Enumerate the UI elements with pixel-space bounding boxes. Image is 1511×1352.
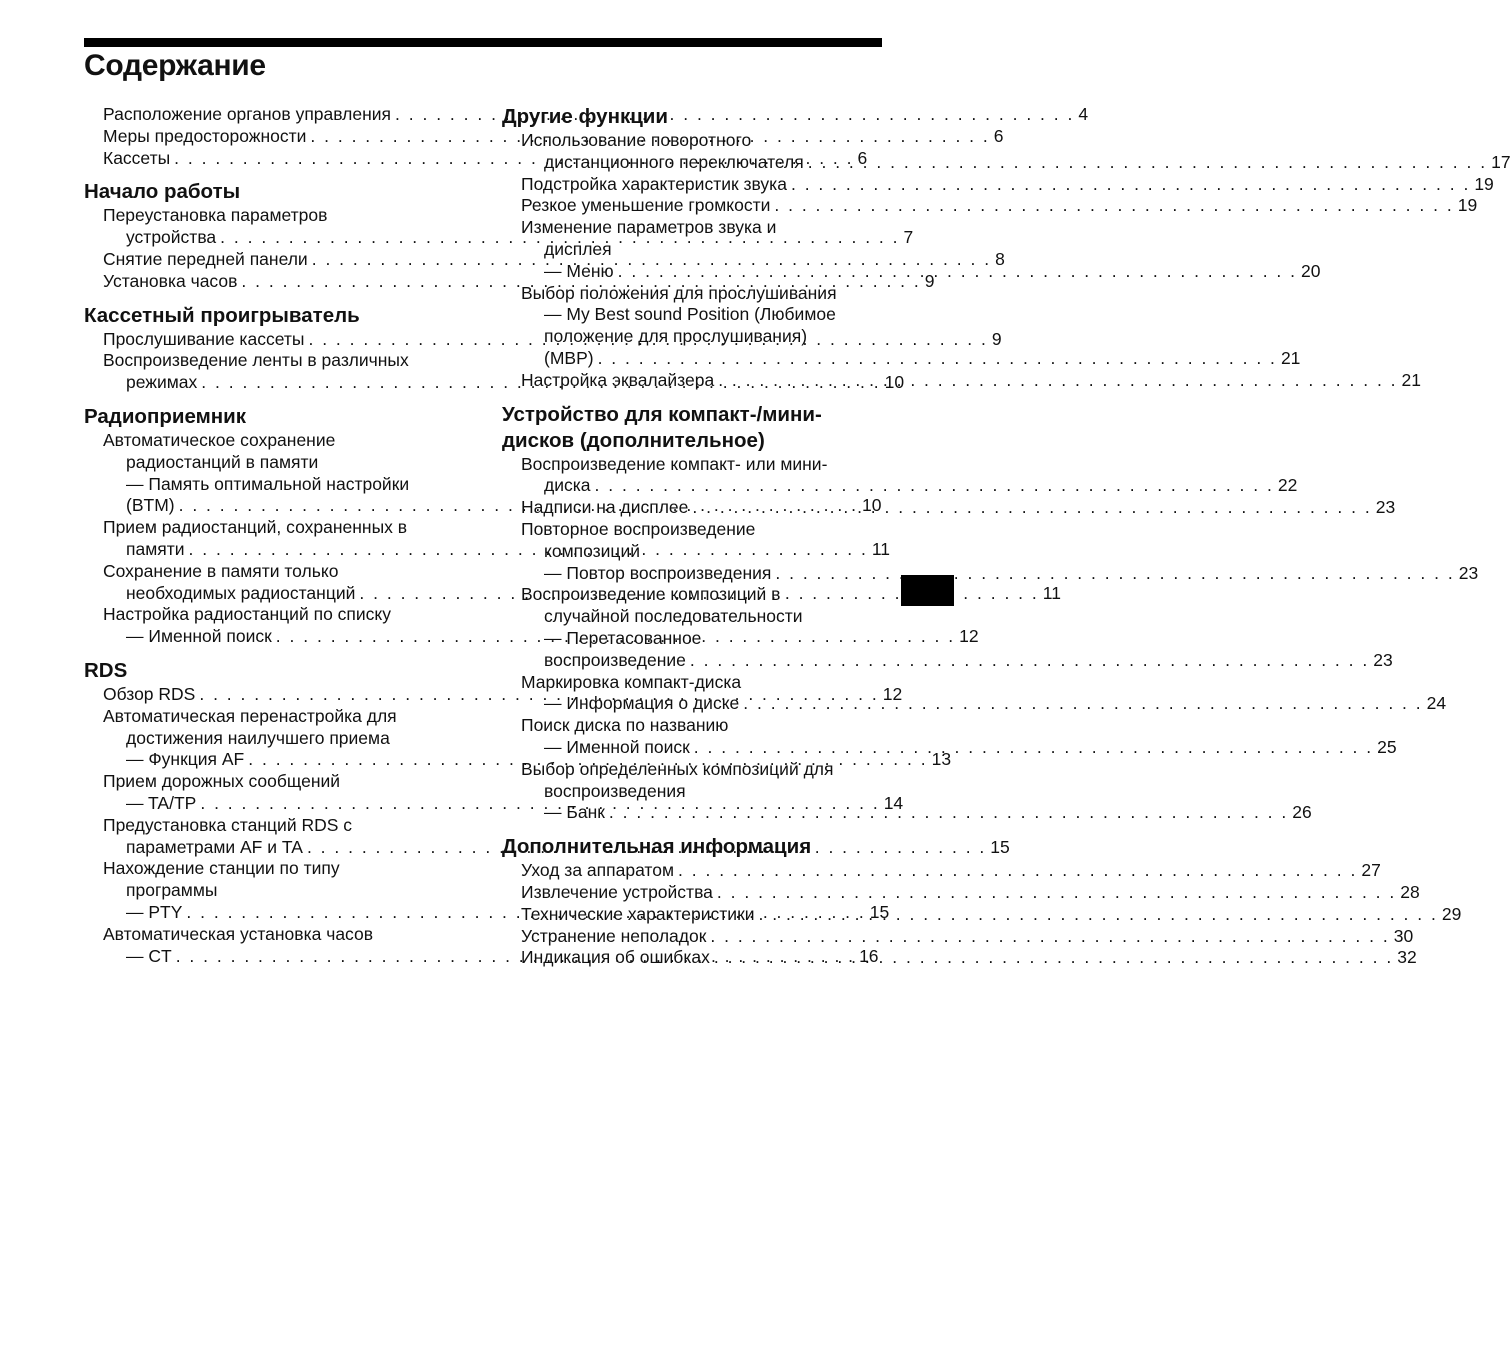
toc-entry[interactable] xyxy=(502,173,1494,196)
entry-title: — Именной поиск xyxy=(126,626,272,647)
entry-title: Автоматическая установка часов xyxy=(103,923,374,944)
toc-entry[interactable] xyxy=(502,715,1397,759)
entry-title: Обзор RDS xyxy=(103,683,196,704)
entry-title: Индикация об ошибках xyxy=(521,947,710,968)
toc-entry[interactable] xyxy=(502,947,1417,969)
dot-leader xyxy=(718,370,1397,393)
toc-entry[interactable] xyxy=(502,453,1298,498)
page-number: 13 xyxy=(931,749,952,770)
entry-title: дистанционного переключателя xyxy=(544,151,804,172)
section-heading: Дополнительная информация xyxy=(502,835,812,859)
page-number: 23 xyxy=(1458,562,1479,583)
entry-title: случайной последовательности xyxy=(544,606,803,627)
page-number: 20 xyxy=(1301,260,1321,281)
section-heading: Начало работы xyxy=(84,180,241,204)
dot-leader xyxy=(598,348,1277,368)
page-number: 12 xyxy=(882,683,903,704)
page-number: 30 xyxy=(1393,925,1414,946)
page-number: 21 xyxy=(1280,347,1301,368)
toc-entry[interactable] xyxy=(502,860,1381,882)
entry-title: Изменение параметров звука и xyxy=(521,217,777,238)
toc-entry[interactable] xyxy=(502,282,1301,370)
entry-title: Установка часов xyxy=(103,270,238,291)
dot-leader xyxy=(714,947,1393,967)
entry-title: — Информация о диске xyxy=(544,693,740,714)
page-number: 23 xyxy=(1375,497,1396,518)
page-number: 11 xyxy=(1042,582,1061,603)
page-number: 12 xyxy=(959,626,979,647)
toc-entry[interactable] xyxy=(502,518,1479,584)
entry-title: Поиск диска по названию xyxy=(521,715,729,736)
section-heading: Радиоприемник xyxy=(84,404,246,428)
entry-title: Автоматическая перенастройка для xyxy=(103,705,397,726)
entry-title: Воспроизведение ленты в различных xyxy=(103,350,409,371)
entry-title: воспроизведение xyxy=(544,649,686,670)
entry-title: Переустановка параметров xyxy=(103,205,328,226)
top-rule xyxy=(84,38,882,47)
page-number: 23 xyxy=(1373,649,1393,670)
dot-leader xyxy=(775,563,1454,583)
entry-title: достижения наилучшего приема xyxy=(126,727,390,748)
dot-leader xyxy=(710,926,1389,946)
page-number: 10 xyxy=(884,372,905,393)
entry-title: Выбор определенных композиций для xyxy=(521,758,834,779)
toc-entry[interactable] xyxy=(502,925,1414,948)
entry-title: Предустановка станций RDS с xyxy=(103,814,353,835)
entry-title: — Память оптимальной настройки xyxy=(126,473,410,494)
dot-leader xyxy=(678,860,1357,880)
entry-title: Повторное воспроизведение xyxy=(521,518,756,539)
entry-title: Надписи на дисплее xyxy=(521,497,689,518)
entry-title: Воспроизведение композиций в xyxy=(521,584,781,605)
page-number: 19 xyxy=(1474,173,1494,194)
entry-title: (BTM) xyxy=(126,495,175,516)
entry-title: Резкое уменьшение громкости xyxy=(521,195,771,216)
entry-title: Подстройка характеристик звука xyxy=(521,173,787,194)
entry-title: (MBP) xyxy=(544,347,594,368)
page-number: 15 xyxy=(869,901,890,922)
entry-title: — Перетасованное xyxy=(544,627,702,648)
entry-title: Прием дорожных сообщений xyxy=(103,771,341,792)
page-number: 15 xyxy=(990,836,1010,857)
entry-title: Уход за аппаратом xyxy=(521,860,675,881)
page-number: 28 xyxy=(1400,881,1420,902)
entry-title: Автоматическое сохранение xyxy=(103,429,336,450)
page-number: 6 xyxy=(993,125,1004,146)
entry-title: режимах xyxy=(126,372,198,393)
section-heading: RDS xyxy=(84,658,128,682)
page-number: 25 xyxy=(1377,736,1397,757)
dot-leader xyxy=(743,693,1422,713)
page-number: 16 xyxy=(859,945,879,966)
entry-title: программы xyxy=(126,880,218,901)
entry-title: — Именной поиск xyxy=(544,736,690,757)
entry-title: — TA/TP xyxy=(126,792,197,813)
entry-title: устройства xyxy=(126,227,217,248)
entry-title: — Повтор воспроизведения xyxy=(544,562,772,583)
entry-title: радиостанций в памяти xyxy=(126,451,319,472)
entry-title: параметрами AF и TA xyxy=(126,836,303,857)
dot-leader xyxy=(717,882,1396,902)
entry-title: — CT xyxy=(126,945,172,966)
page-number: 8 xyxy=(995,248,1005,269)
entry-title: Выбор положения для прослушивания xyxy=(521,282,837,303)
entry-title: — Меню xyxy=(544,260,614,281)
entry-title: — PTY xyxy=(126,901,183,922)
dot-leader xyxy=(774,195,1453,215)
entry-title: Нахождение станции по типу xyxy=(103,858,340,879)
page-number: 24 xyxy=(1426,693,1447,714)
page-number: 32 xyxy=(1397,947,1417,968)
entry-title: Меры предосторожности xyxy=(103,125,307,146)
page-number: 9 xyxy=(924,270,935,291)
entry-title: Воспроизведение компакт- или мини- xyxy=(521,453,828,474)
page-number: 6 xyxy=(857,147,868,168)
entry-title: диска xyxy=(544,475,591,496)
page-number: 10 xyxy=(861,495,882,516)
toc-entry[interactable] xyxy=(502,195,1478,217)
page-number: 26 xyxy=(1292,802,1312,823)
page-number: 27 xyxy=(1361,860,1381,881)
page-number: 22 xyxy=(1277,475,1298,496)
entry-title: — Функция AF xyxy=(126,749,245,770)
dot-leader xyxy=(808,152,1487,172)
dot-leader xyxy=(618,261,1297,281)
entry-title: Извлечение устройства xyxy=(521,881,713,902)
entry-title: — Банк xyxy=(544,802,605,823)
page-number: 9 xyxy=(991,328,1002,349)
entry-title: необходимых радиостанций xyxy=(126,582,356,603)
page-title: Содержание xyxy=(84,49,266,82)
entry-title: Использование поворотного xyxy=(521,130,752,150)
toc-entry[interactable] xyxy=(502,903,1462,926)
entry-title: Прослушивание кассеты xyxy=(103,328,305,349)
toc-entry[interactable] xyxy=(502,497,1396,519)
dot-leader xyxy=(690,650,1369,670)
entry-title: — My Best sound Position (Любимое xyxy=(544,304,836,325)
entry-title: Прием радиостанций, сохраненных в xyxy=(103,517,408,538)
dot-leader xyxy=(694,737,1373,757)
entry-title: дисплея xyxy=(544,238,612,259)
entry-title: Сохранение в памяти только xyxy=(103,560,339,581)
entry-title: Кассеты xyxy=(103,147,171,168)
entry-title: Снятие передней панели xyxy=(103,248,308,269)
page-number: 19 xyxy=(1457,195,1478,216)
page-number: 7 xyxy=(903,227,914,248)
page-number: 11 xyxy=(871,538,891,559)
toc-entry[interactable] xyxy=(502,130,1511,174)
entry-title: воспроизведения xyxy=(544,780,686,801)
entry-title: композиций xyxy=(544,540,641,561)
page-number: 14 xyxy=(883,792,904,813)
toc-entry[interactable] xyxy=(502,217,1321,282)
section-tab-marker xyxy=(901,575,954,606)
section-heading: Другие функции xyxy=(502,105,669,128)
page-number: 29 xyxy=(1441,903,1462,924)
page-number: 17 xyxy=(1491,151,1511,172)
section-heading: Устройство для компакт-/мини-дисков (дополнительное) xyxy=(502,402,822,452)
dot-leader xyxy=(692,497,1371,517)
dot-leader xyxy=(759,901,1438,924)
dot-leader xyxy=(609,802,1288,822)
entry-title: Расположение органов управления xyxy=(103,104,392,124)
dot-leader xyxy=(595,475,1274,495)
dot-leader xyxy=(791,174,1470,194)
page-number: 4 xyxy=(1078,104,1089,124)
page-number: 21 xyxy=(1401,369,1422,390)
entry-title: положение для прослушивания) xyxy=(544,326,808,347)
entry-title: Настройка эквалайзера xyxy=(521,369,715,390)
entry-title: памяти xyxy=(126,538,185,559)
toc-entry[interactable] xyxy=(502,881,1420,904)
entry-title: Технические характеристики xyxy=(521,903,755,924)
entry-title: Маркировка компакт-диска xyxy=(521,671,742,692)
entry-title: Устранение неполадок xyxy=(521,925,707,946)
entry-title: Настройка радиостанций по списку xyxy=(103,604,392,625)
section-heading: Кассетный проигрыватель xyxy=(84,303,360,327)
